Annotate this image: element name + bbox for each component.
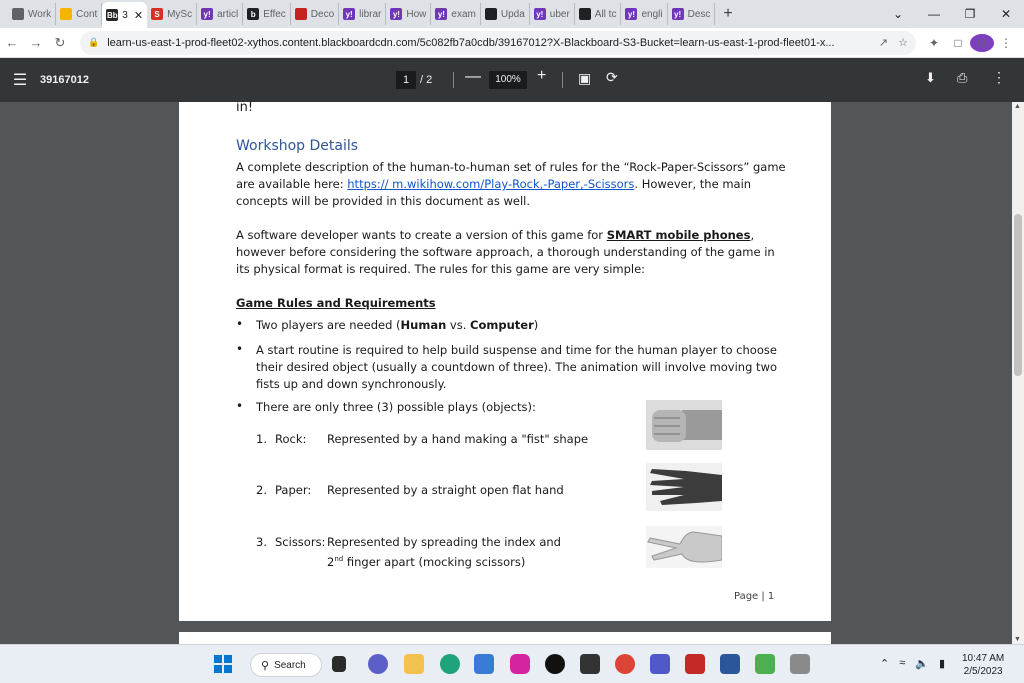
play-number: 3. [256,535,267,549]
close-window-icon[interactable]: ✕ [1000,7,1012,21]
teams-icon[interactable] [650,654,670,674]
battery-icon[interactable]: ▮ [938,658,946,670]
workshop-heading: Workshop Details [236,138,359,154]
play-description-line2: 2nd finger apart (mocking scissors) [327,554,526,569]
taskbar [0,644,1024,683]
hamburger-menu-icon[interactable]: ☰ [12,72,28,89]
zoom-out-icon[interactable]: — [465,68,481,85]
paragraph-line: its physical format is required. The rules for this game are very simple: [236,262,646,276]
scrollbar[interactable] [1012,102,1024,644]
s-logo-icon: S [151,8,163,20]
browser-tab[interactable] [243,3,291,25]
paragraph-line: are available here: https:// m.wikihow.com/Play-Rock,-Paper,-Scissors. However, the main [236,177,752,191]
tab-label: uber [549,8,570,20]
smart-phones-text: SMART mobile phones [606,228,751,242]
page-footer: Page | 1 [734,591,775,602]
url-text[interactable]: learn-us-east-1-prod-fleet02-xythos.content.blackboardcdn.com/5c082fb7a0cdb/39167012?X-Blackboard-S3-Bucket=learn-us-east-1-prod-fleet01-x... [107,36,835,49]
zoom-in-icon[interactable]: + [537,67,547,84]
taskbar-search[interactable]: ⚲ Search [250,653,322,677]
play-name: Scissors: [275,535,326,549]
paragraph-line: however before considering the software approach, a thorough understanding of the game in [236,245,775,259]
browser-tab[interactable] [530,3,575,25]
bullet-icon: • [236,342,244,356]
page-total: / 2 [420,74,433,86]
tab-label: 3 [122,9,128,21]
square-icon [579,8,591,20]
nox-icon[interactable] [545,654,565,674]
bullet-icon: • [236,399,244,413]
scroll-down-icon[interactable]: ▼ [1014,636,1021,643]
toolbar-divider [562,72,563,88]
square-icon [485,8,497,20]
tab-label: Cont [76,8,98,20]
open-hand-icon [646,463,722,511]
paragraph-line: A software developer wants to create a version of this game for SMART mobile phones, [236,228,755,242]
start-windows-icon[interactable] [214,655,232,673]
dev-cpp-icon[interactable] [580,654,600,674]
restore-icon[interactable]: ❐ [964,7,976,21]
tab-label: Deco [310,8,335,20]
rotate-icon[interactable]: ⟳ [606,69,618,85]
pdf-page [179,102,831,621]
lock-icon[interactable]: 🔒 [88,37,100,47]
tab-label: How [406,8,427,20]
yahoo-icon: y! [343,8,355,20]
calculator-icon[interactable] [790,654,810,674]
brainly-icon: b [247,8,259,20]
back-icon[interactable]: ← [5,35,19,50]
tab-label: Upda [500,8,525,20]
tab-label: MySc [167,8,193,20]
blackboard-icon: Bb [106,10,118,20]
side-panel-icon[interactable]: □ [954,35,962,50]
scroll-up-icon[interactable]: ▲ [1014,103,1021,110]
bookmark-star-icon[interactable]: ☆ [898,37,908,49]
play-description: Represented by spreading the index and [327,535,561,549]
more-actions-icon[interactable]: ⋮ [992,69,1006,85]
yahoo-icon: y! [201,8,213,20]
paragraph-line: A complete description of the human-to-human set of rules for the “Rock-Paper-Scissors” game [236,160,786,174]
share-icon[interactable]: ↗ [878,37,889,49]
pdf-page-2 [179,632,831,644]
bullet-icon: • [236,317,244,331]
play-number: 2. [256,483,267,497]
new-tab-icon[interactable]: + [723,5,733,22]
browser-tab[interactable] [621,3,667,25]
search-icon: ⚲ [261,659,270,672]
rule-item: Two players are needed (Human vs. Computer) [256,318,539,332]
page-top-fragment: in! [236,102,254,115]
rule-item-line: fists up and down synchronously. [256,377,447,391]
play-name: Paper: [275,483,312,497]
browser-tab[interactable] [8,3,56,25]
wikihow-link[interactable]: https:// m.wikihow.com/Play-Rock,-Paper,-Scissors [347,177,635,191]
clock[interactable]: 10:47 AM 2/5/2023 [962,653,1005,677]
browser-tab[interactable] [291,3,339,25]
window-controls [880,0,1024,28]
task-view-icon[interactable] [332,656,346,672]
chevron-up-icon[interactable]: ⌃ [880,658,890,670]
tab-label: articl [217,8,239,20]
store-icon[interactable] [474,654,494,674]
pdf-title: 39167012 [40,74,89,86]
rule-item-line: their desired object (usually a countdown of three). The animation will involve moving two [256,360,778,374]
browser-tab[interactable] [147,3,197,25]
instagram-icon[interactable] [510,654,530,674]
forward-icon[interactable]: → [29,35,43,50]
scrollbar-thumb[interactable] [1014,214,1022,376]
scissors-hand-icon [646,526,722,568]
browser-tab[interactable] [386,3,431,25]
rule-item-line: A start routine is required to help build suspense and time for the human player to choose [256,343,777,357]
browser-tab[interactable] [56,3,102,25]
rules-heading: Game Rules and Requirements [236,296,436,310]
fist-hand-icon [646,400,722,450]
browser-menu-icon[interactable]: ⋮ [1000,35,1012,50]
edge-icon[interactable] [440,654,460,674]
browser-tab[interactable] [431,3,480,25]
tab-label: Desc [687,8,711,20]
chrome-icon[interactable] [615,654,635,674]
pdf-toolbar [0,58,1024,102]
play-description: Represented by a hand making a "fist" shape [327,432,589,446]
tab-label: Effec [263,8,286,20]
address-bar [0,28,1024,58]
browser-tab[interactable] [197,3,243,25]
globe-icon [12,8,24,20]
print-icon[interactable]: ⎙ [957,70,968,85]
tab-search-icon[interactable]: ⌄ [892,7,904,21]
minimize-icon[interactable]: — [928,7,940,21]
browser-tab[interactable] [339,3,386,25]
yahoo-icon: y! [390,8,402,20]
rule-item: There are only three (3) possible plays (objects): [256,400,536,414]
toolbar-divider [453,72,454,88]
browser-tab[interactable] [668,3,716,25]
tab-label: All tc [594,8,617,20]
url-omnibox[interactable] [80,31,916,55]
pdf-viewer[interactable] [0,102,1024,644]
extensions-icon[interactable]: ✦ [928,35,940,50]
reload-icon[interactable]: ↻ [54,34,66,50]
system-tray [880,657,945,670]
notepad-icon[interactable] [755,654,775,674]
chat-icon[interactable] [368,654,388,674]
wifi-icon[interactable]: ≈ [899,657,906,669]
grid-app-icon [295,8,307,20]
tab-label: engli [641,8,663,20]
word-icon[interactable] [720,654,740,674]
tab-strip [0,0,1024,28]
filezilla-icon[interactable] [685,654,705,674]
yahoo-icon: y! [534,8,546,20]
file-explorer-icon[interactable] [404,654,424,674]
tab-label: librar [359,8,382,20]
zoom-input[interactable]: 100% [489,71,527,89]
yahoo-icon: y! [672,8,684,20]
paragraph-line: concepts will be provided in this document as well. [236,194,530,208]
browser-tab[interactable] [102,2,147,28]
yahoo-icon: y! [435,8,447,20]
tab-label: exam [451,8,476,20]
page-number-input[interactable]: 1 [396,71,416,89]
download-icon[interactable]: ⬇ [925,70,936,85]
browser-tab[interactable] [575,3,622,25]
fit-page-icon[interactable]: ▣ [578,70,592,86]
tab-label: Work [28,8,52,20]
yahoo-icon: y! [625,8,637,20]
play-name: Rock: [275,432,307,446]
volume-icon[interactable]: 🔈 [915,658,929,670]
browser-tab[interactable] [481,3,530,25]
play-number: 1. [256,432,267,446]
close-tab-icon[interactable]: ✕ [133,9,144,22]
play-description: Represented by a straight open flat hand [327,483,564,497]
pencil-icon [60,8,72,20]
profile-avatar[interactable]: U [970,34,994,52]
